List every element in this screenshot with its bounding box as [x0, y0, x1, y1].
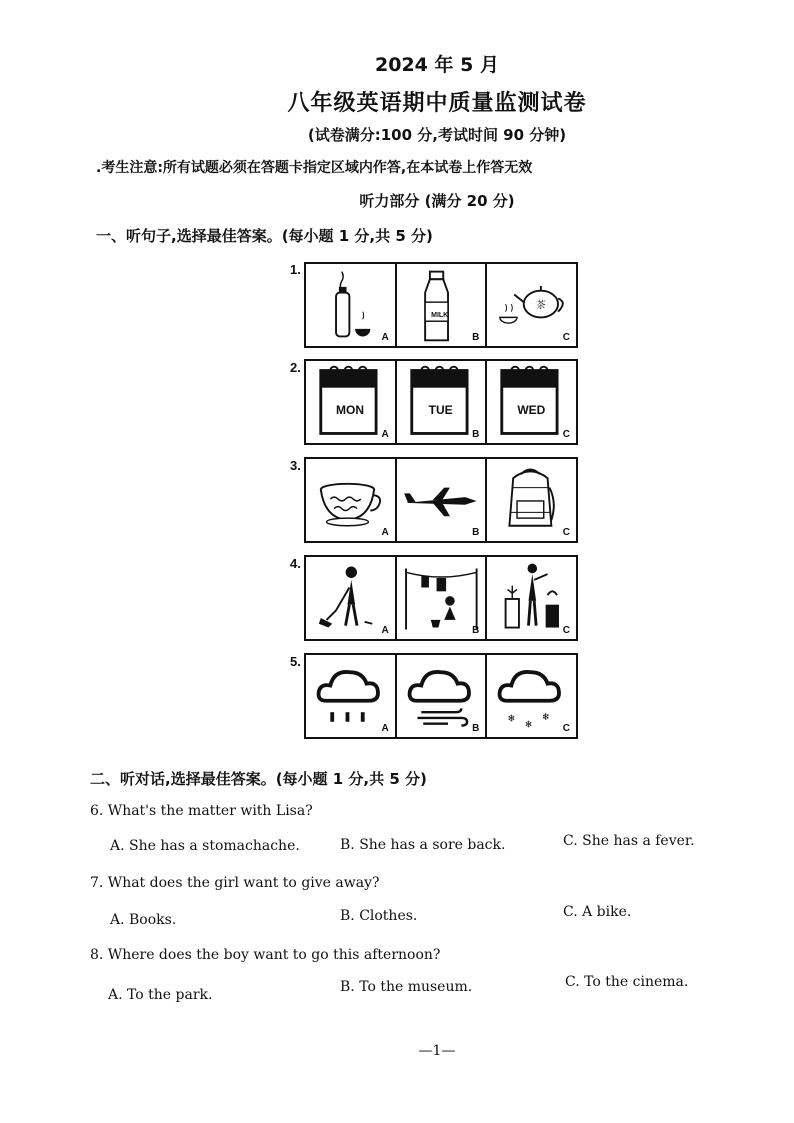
option-label: A — [381, 332, 389, 343]
option-label: C — [562, 429, 571, 440]
option-cell — [306, 557, 397, 639]
option-cell — [397, 264, 488, 346]
milk-label: MILK — [431, 312, 449, 319]
option-b: B. To the museum. — [340, 979, 473, 995]
svg-text:茶: 茶 — [536, 299, 546, 311]
picture-row-3 — [304, 457, 578, 543]
picture-row-2 — [304, 359, 578, 445]
option-cell — [397, 557, 488, 639]
option-cell — [397, 361, 488, 443]
day-label: WED — [517, 403, 546, 417]
option-b: B. She has a sore back. — [340, 837, 506, 853]
option-cell — [487, 264, 576, 346]
option-cell — [487, 557, 576, 639]
option-cell — [487, 459, 576, 541]
section1-heading: 一、听句子,选择最佳答案。(每小题 1 分,共 5 分) — [96, 227, 433, 245]
option-label: C — [562, 723, 571, 734]
option-label: B — [472, 332, 480, 343]
day-label: MON — [336, 403, 364, 417]
option-label: A — [381, 429, 389, 440]
option-b: B. Clothes. — [340, 908, 418, 924]
option-label: C — [562, 625, 571, 636]
option-cell — [397, 655, 488, 737]
option-a: A. Books. — [110, 912, 177, 928]
option-cell — [306, 361, 397, 443]
option-a: A. She has a stomachache. — [110, 838, 300, 854]
day-label: TUE — [428, 403, 453, 417]
option-cell — [487, 361, 576, 443]
section2-heading: 二、听对话,选择最佳答案。(每小题 1 分,共 5 分) — [90, 770, 427, 788]
option-label: A — [381, 723, 389, 734]
option-label: A — [381, 625, 389, 636]
option-cell — [306, 264, 397, 346]
exam-date: 2024 年 5 月 — [375, 54, 499, 76]
option-cell — [306, 459, 397, 541]
svg-text:❄: ❄ — [542, 711, 551, 723]
option-label: B — [472, 429, 480, 440]
svg-text:❄: ❄ — [507, 713, 516, 725]
option-label: C — [562, 527, 571, 538]
option-cell — [487, 655, 576, 737]
row-number: 3. — [290, 458, 301, 473]
option-cell — [397, 459, 488, 541]
option-c: C. She has a fever. — [563, 833, 695, 849]
row-number: 5. — [290, 654, 301, 669]
exam-title: 八年级英语期中质量监测试卷 — [287, 91, 587, 116]
exam-notice: .考生注意:所有试题必须在答题卡指定区域内作答,在本试卷上作答无效 — [96, 160, 533, 176]
option-cell — [306, 655, 397, 737]
exam-subtitle: (试卷满分:100 分,考试时间 90 分钟) — [307, 126, 567, 144]
picture-row-5 — [304, 653, 578, 739]
row-number: 4. — [290, 556, 301, 571]
option-label: B — [472, 723, 480, 734]
picture-row-1 — [304, 262, 578, 348]
option-label: A — [381, 527, 389, 538]
option-c: C. A bike. — [563, 904, 632, 920]
option-label: B — [472, 527, 480, 538]
page-number: —1— — [418, 1043, 456, 1059]
option-label: C — [562, 332, 571, 343]
option-c: C. To the cinema. — [565, 974, 689, 990]
row-number: 2. — [290, 360, 301, 375]
row-number: 1. — [290, 262, 301, 277]
option-label: B — [472, 625, 480, 636]
question-7: 7. What does the girl want to give away? — [90, 875, 380, 891]
question-8: 8. Where does the boy want to go this afternoon? — [90, 947, 441, 963]
question-6: 6. What's the matter with Lisa? — [90, 803, 313, 819]
svg-text:❄: ❄ — [525, 719, 533, 731]
option-a: A. To the park. — [108, 987, 213, 1003]
listening-part-heading: 听力部分 (满分 20 分) — [359, 192, 515, 210]
picture-row-4 — [304, 555, 578, 641]
